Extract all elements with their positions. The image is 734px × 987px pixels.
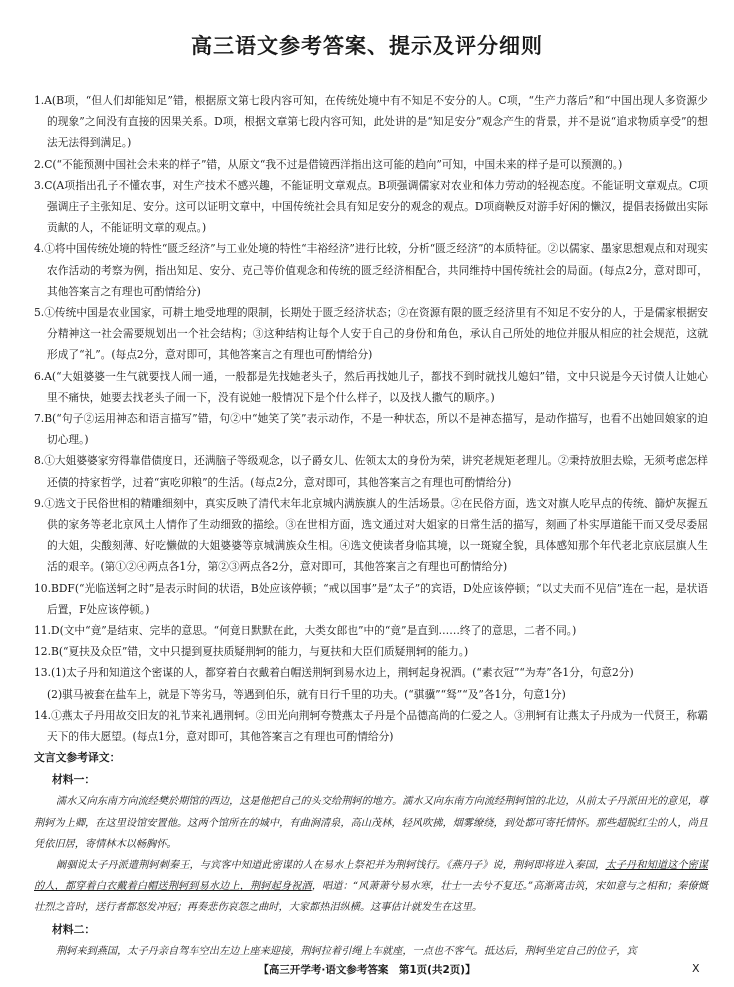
item-subtext: (2)骐马被套在盐车上，就是下等劣马，等遇到伯乐，就有日行千里的功夫。(“骐骥”“驽”“及”各1分，句意1分) (47, 687, 566, 701)
item-number: 4. (34, 242, 45, 256)
item-text: ①选文于民俗世相的精雕细刻中，真实反映了清代末年北京城内满族旗人的生活场景。②在民俗方面，选文对旗人吃早点的传统、篩炉灰握五供的家务等老北京风土人情作了生动细致的描绘。③在世相方面，选文通过对大姐家的日常生活的描写，刻画了朴实厚道能干而又受尽委屈的大姐，尖酸刻薄、好吃懒做的大姐婆婆等京城满族众生相。④选文使读者身临其境，以一斑窥全貌，具体感知那个年代老北京底层旗人生活的艰辛。(第①②④两点各1分，第②③两点各2分，意对即可，其他答案言之有理也可酌情给分) (44, 496, 708, 574)
item-number: 9. (34, 496, 45, 510)
item-text: ①将中国传统处境的特性“匮乏经济”与工业处境的特性“丰裕经济”进行比较，分析“匮乏经济”的本质特征。②以儒家、墨家思想观点和对现实农作活动的考察为例，指出知足、安分、克己等价值观念和传统的匮乏经济相配合，共同维持中国传统社会的局面。(每点2分，意对即可，其他答案言之有理也可酌情给分) (44, 242, 708, 298)
item-number: 6. (34, 369, 45, 383)
item-number: 2. (34, 157, 45, 171)
material-2-heading: 材料二： (52, 922, 96, 936)
answer-item-14 (34, 705, 708, 747)
answer-item-10 (34, 578, 708, 620)
answer-item-8 (34, 450, 708, 492)
footer-mark: X (692, 962, 700, 975)
paragraph-text: 阚骃说太子丹派遣荆轲刺秦王，与宾客中知道此密谋的人在易水上祭祀并为荆轲饯行。《燕丹子》说，荆轲即将进入秦国， (56, 859, 606, 871)
item-text: B(“句子②运用神态和语言描写”错，句②中“她笑了笑”表示动作，不是一种状态，所以不是神态描写，是动作描写，也看不出她回娘家的迫切心理。) (44, 412, 708, 447)
answer-item-6 (34, 366, 708, 408)
answer-item-7 (34, 408, 708, 450)
answer-item-4 (34, 238, 708, 302)
item-text: B(“夏扶及众臣”错，文中只提到夏扶质疑荆轲的能力，与夏扶和大臣们质疑荆轲的能力。) (51, 645, 469, 659)
page-footer: 【高三开学考·语文参考答案 第1页(共2页)】 (258, 964, 476, 976)
material-1-paragraph-2 (34, 855, 708, 919)
item-number: 7. (34, 412, 45, 426)
item-text: C(A项指出孔子不懂农事，对生产技术不感兴趣，不能证明文章观点。B项强调儒家对农业和体力劳动的轻视态度。不能证明文章观点。C项强调庄子主张知足、安分。这可以证明文章中，中国传统社会具有知足安分的观念的观点。D项商鞅反对游手好闲的懒汉，提倡表扬做出实际贡献的人，不能证明文章的观点。) (44, 178, 708, 235)
answer-item-1 (34, 90, 708, 154)
item-text: A(B项，“但人们却能知足”错，根据原文第七段内容可知，在传统处境中有不知足不安分的人。C项，“生产力落后”和“中国出现人多资源少的现象”之间没有直接的因果关系。D项，根据文章第七段内容可知，此处讲的是“知足安分”观念产生的背景，并不是说“追求物质享受”的想法无法得到满足。) (44, 94, 708, 150)
material-1-paragraph-1: 濡水又向东南方向流经樊於期馆的西边，这是他把自己的头交给荆轲的地方。濡水又向东南方向流经荆轲馆的北边，从前太子丹派田光的意见，尊荆轲为上卿，在这里设馆安置他。这两个馆所在的城中，有曲涧清泉，高山茂林，轻风吹拂，烟雾缭绕，到处都可寄托情怀。那些超脱红尘的人，尚且凭依旧居，寄情林木以畅胸怀。 (34, 796, 708, 850)
item-text: D(文中“竟”是结束、完毕的意思。“何竟日默默在此，大类女郎也”中的“竟”是直到……终了的意思，二者不同。) (51, 624, 577, 638)
item-number: 5. (34, 306, 45, 320)
answer-item-13 (34, 662, 708, 704)
item-text: ①传统中国是农业国家，可耕土地受地理的限制，长期处于匮乏经济状态；②在资源有限的匮乏经济里有不知足不安分的人，于是儒家根据安分精神这一社会需要规划出一个社会结构；③这种结构让每个人安于自己的身份和角色，承认自己所处的地位并服从相应的社会规范，这就形成了“礼”。(每点2分，意对即可，其他答案言之有理也可酌情给分) (44, 306, 708, 362)
item-number: 3. (34, 178, 45, 192)
item-number: 14. (34, 708, 51, 722)
answer-item-12 (34, 641, 708, 662)
item-number: 12. (34, 645, 51, 659)
item-number: 8. (34, 454, 45, 468)
item-text: A(“大姐婆婆一生气就要找人闹一通，一般都是先找她老头子，然后再找她儿子，都找不到时就找儿媳妇”错，文中只说是今天讨债人让她心里不痛快，她要去找老头子闹一下，没有说她一般情况下是个什么样子，以及找人撒气的顺序。) (44, 369, 708, 404)
paragraph-text: ，唱道：“风萧萧兮易水寒，壮士一去兮不复还。”高渐离击筑，宋如意与之相和；秦僚慨壮烈之音时，送行者都怒发冲冠；再奏悲伤哀怨之曲时，大家都热泪纵横。这事估计就发生在这里。 (34, 881, 708, 914)
answer-item-5 (34, 302, 708, 366)
answer-item-2 (34, 154, 708, 175)
item-text: BDF(“光临送轲之时”是表示时间的状语，B处应该停顿；“戒以国事”是“太子”的宾语，D处应该停顿；“以丈夫而不见信”连在一起，是状语后置，F处应该停顿。) (47, 581, 708, 616)
material-2-paragraph-1: 荆轲来到燕国，太子丹亲自驾车空出左边上座来迎接，荆轲拉着引绳上车就座，一点也不客气。抵达后，荆轲坐定自己的位子，宾 (56, 945, 637, 957)
material-1-heading: 材料一： (52, 773, 96, 787)
page-title: 高三语文参考答案、提示及评分细则 (191, 34, 543, 58)
item-text: ①大姐婆婆家穷得靠借债度日，还满脑子等级观念，以子爵女儿、佐领太太的身份为荣，讲究老规矩老理儿。②秉持放胆去赊，无须考虑怎样还债的持家哲学，过着“寅吃卯粮”的生活。(每点2分，意对即可，其他答案言之有理也可酌情给分) (44, 454, 708, 489)
item-text: (1)太子丹和知道这个密谋的人，都穿着白衣戴着白帽送荆轲到易水边上，荆轲起身祝酒。(“素衣冠”“为寿”各1分，句意2分) (51, 666, 634, 680)
underlined-sentence: 太子丹和知道这个密谋的人，都穿着白衣戴着白帽送荆轲到易水边上，荆轲起身祝酒 (34, 859, 708, 893)
answer-body (34, 90, 708, 962)
translation-heading: 文言文参考译文： (34, 751, 121, 765)
item-number: 11. (34, 624, 51, 638)
item-text: ①燕太子丹用故交旧友的礼节来礼遇荆轲。②田光向荆轲夸赞燕太子丹是个品德高尚的仁爱之人。③荆轲有让燕太子丹成为一代贤王，称霸天下的伟大愿望。(每点1分，意对即可，其他答案言之有理也可酌情给分) (47, 708, 708, 744)
item-text: C(“不能预测中国社会未来的样子”错，从原文“我不过是借镜西洋指出这可能的趋向”可知，中国未来的样子是可以预测的。) (44, 157, 623, 171)
item-number: 13. (34, 666, 51, 680)
item-number: 10. (34, 581, 51, 595)
answer-item-11 (34, 620, 708, 641)
item-number: 1. (34, 94, 45, 107)
answer-item-9 (34, 493, 708, 578)
answer-item-3 (34, 175, 708, 239)
